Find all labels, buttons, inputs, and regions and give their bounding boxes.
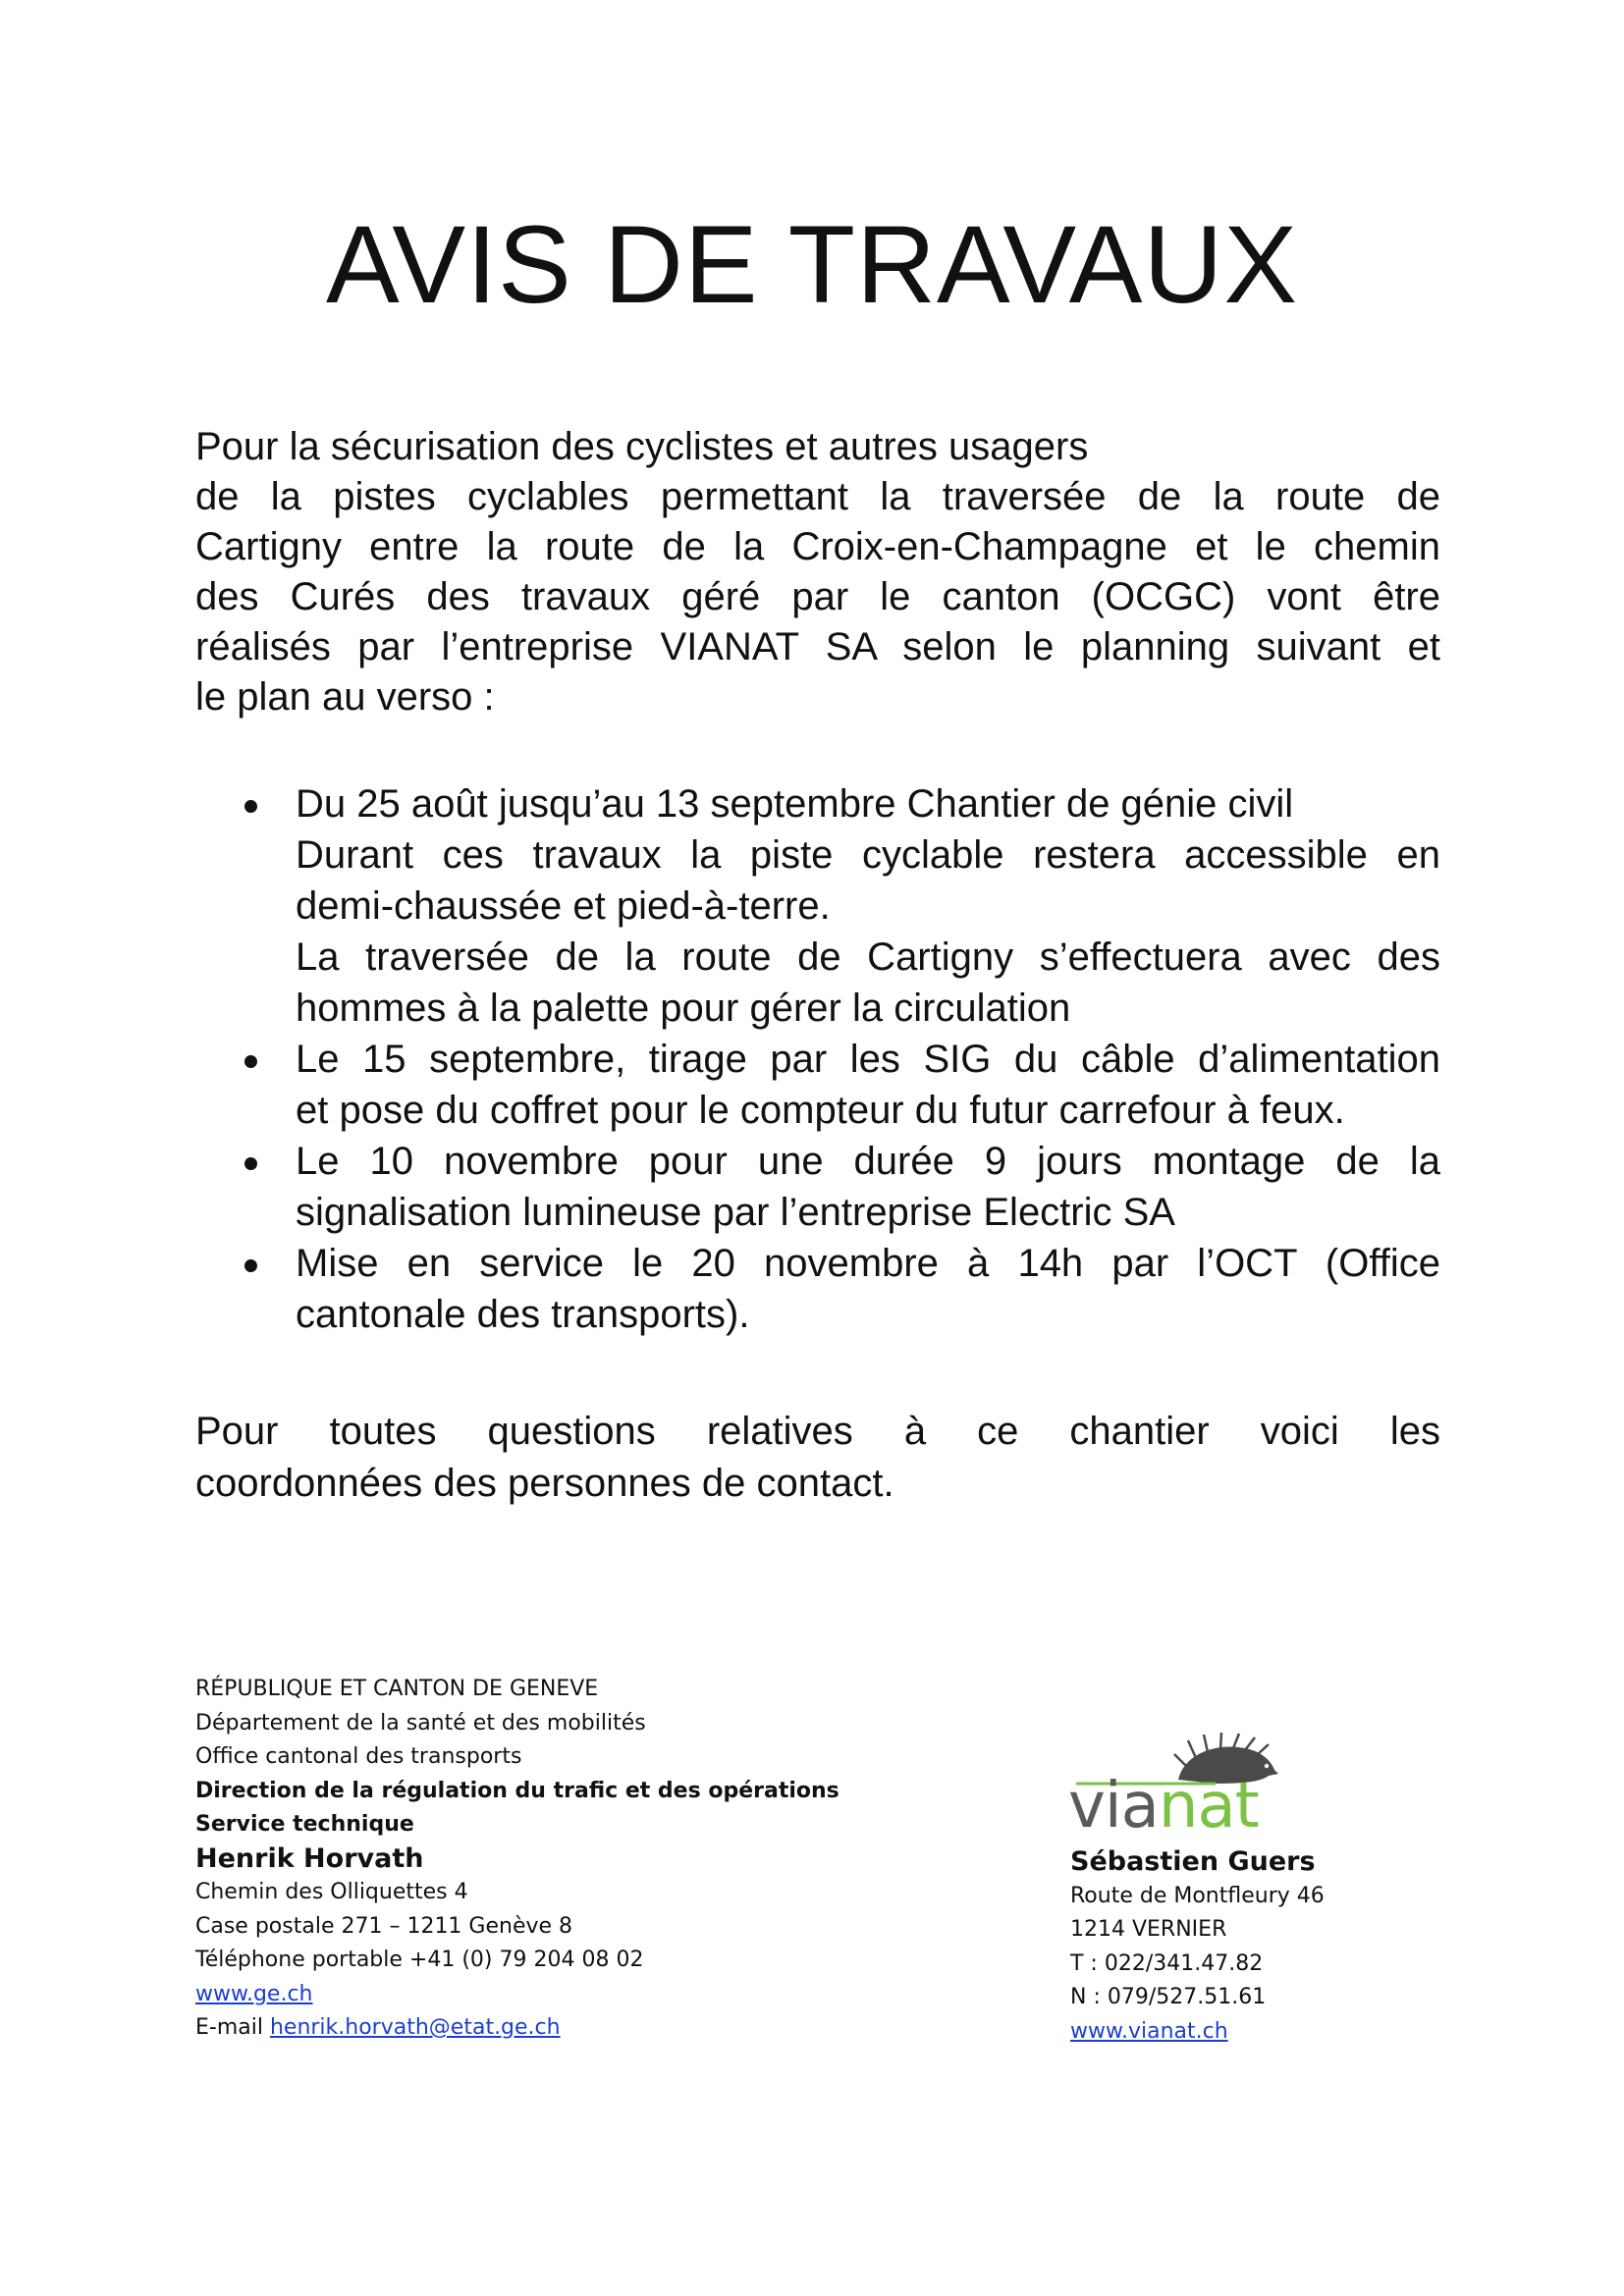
contact-address: 1214 VERNIER	[1070, 1917, 1227, 1942]
logo-wordmark: vianat	[1068, 1770, 1259, 1842]
contact-block-canton	[195, 1673, 1001, 2046]
contact-mobile: N : 079/527.51.61	[1070, 1985, 1267, 2009]
intro-paragraph	[195, 422, 1440, 722]
list-item-line: demi-chaussée et pied-à-terre.	[296, 884, 831, 928]
contact-name: Henrik Horvath	[195, 1842, 424, 1874]
outro-line: coordonnées des personnes de contact.	[195, 1462, 894, 1505]
list-item-line: Le 15 septembre, tirage par les SIG du câble d’alimentation	[296, 1038, 1440, 1081]
vianat-logo	[1068, 1733, 1284, 1841]
outro-line: Pour toutes questions relatives à ce chantier voici les	[195, 1410, 1440, 1453]
list-item-line: Durant ces travaux la piste cyclable restera accessible en	[296, 833, 1440, 877]
intro-line: le plan au verso :	[195, 675, 495, 719]
contact-address: Route de Montfleury 46	[1070, 1883, 1325, 1908]
outro-paragraph	[195, 1406, 1440, 1510]
contact-email-row	[195, 2011, 1001, 2046]
bullet-icon	[244, 800, 257, 813]
contact-phone: T : 022/341.47.82	[1070, 1950, 1264, 1976]
contact-phone: Téléphone portable +41 (0) 79 204 08 02	[195, 1948, 644, 1972]
list-item-line: Mise en service le 20 novembre à 14h par l’OCT (Office	[296, 1242, 1440, 1285]
contact-department: Département de la santé et des mobilités	[195, 1710, 646, 1735]
intro-line: Cartigny entre la route de la Croix-en-Champagne et le chemin	[195, 525, 1440, 568]
list-item-line: hommes à la palette pour gérer la circulation	[296, 987, 1071, 1030]
list-item	[195, 1034, 1440, 1136]
list-item	[195, 1136, 1440, 1238]
contact-service: Service technique	[195, 1812, 414, 1837]
list-item-line: Du 25 août jusqu’au 13 septembre Chantier de génie civil	[296, 782, 1294, 826]
list-item-line: signalisation lumineuse par l’entreprise Electric SA	[296, 1191, 1175, 1234]
intro-line: réalisés par l’entreprise VIANAT SA selon le planning suivant et	[195, 625, 1440, 668]
contact-org: RÉPUBLIQUE ET CANTON DE GENEVE	[195, 1677, 599, 1701]
email-link[interactable]: henrik.horvath@etat.ge.ch	[269, 2015, 561, 2040]
schedule-list	[195, 778, 1440, 1340]
list-item-line: La traversée de la route de Cartigny s’effectuera avec des	[296, 935, 1440, 979]
contact-block-vianat	[1070, 1845, 1483, 2049]
intro-line: Pour la sécurisation des cyclistes et autres usagers	[195, 425, 1089, 468]
contact-name: Sébastien Guers	[1070, 1846, 1316, 1877]
website-link[interactable]: www.ge.ch	[195, 1981, 313, 2006]
page-title: AVIS DE TRAVAUX	[325, 203, 1299, 326]
list-item-line: et pose du coffret pour le compteur du futur carrefour à feux.	[296, 1089, 1345, 1132]
list-item	[195, 1238, 1440, 1340]
contact-direction: Direction de la régulation du trafic et des opérations	[195, 1778, 839, 1803]
bullet-icon	[244, 1157, 257, 1170]
website-link[interactable]: www.vianat.ch	[1070, 2018, 1228, 2044]
bullet-icon	[244, 1259, 257, 1272]
intro-line: de la pistes cyclables permettant la traversée de la route de	[195, 475, 1440, 518]
list-item-line: cantonale des transports).	[296, 1293, 750, 1336]
intro-line: des Curés des travaux géré par le canton (OCGC) vont être	[195, 575, 1440, 618]
list-item	[195, 778, 1440, 1034]
contact-address: Chemin des Olliquettes 4	[195, 1880, 468, 1904]
bullet-icon	[244, 1055, 257, 1068]
contact-address: Case postale 271 – 1211 Genève 8	[195, 1913, 573, 1939]
list-item-line: Le 10 novembre pour une durée 9 jours montage de la	[296, 1140, 1440, 1183]
email-label: E-mail	[195, 2015, 270, 2040]
contact-office: Office cantonal des transports	[195, 1744, 522, 1769]
